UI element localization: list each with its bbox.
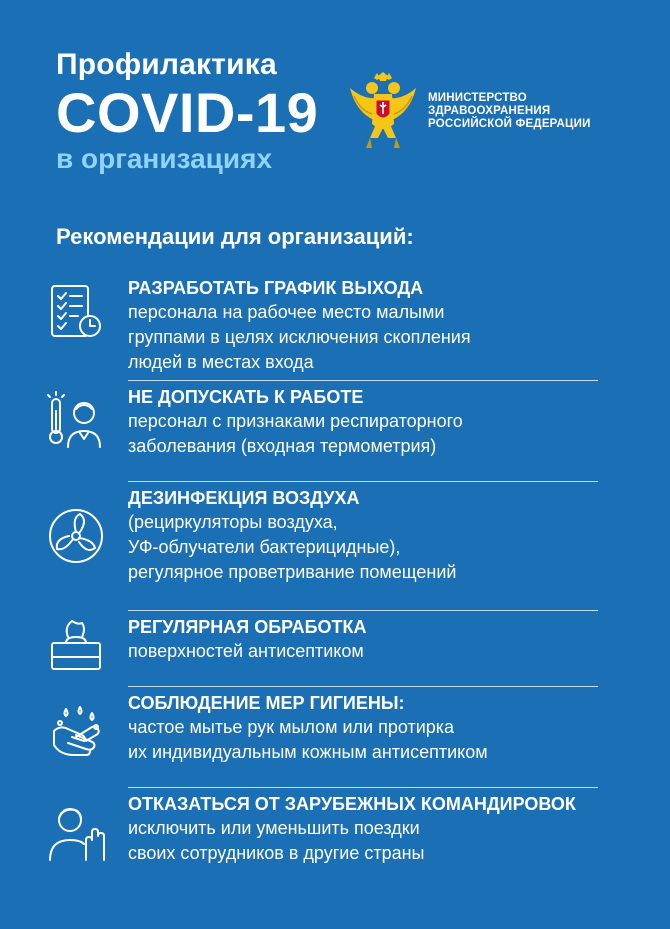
stop-hand-person-icon [46,788,128,888]
item-desc-line: персонала на рабочее место малыми [128,302,445,322]
item-desc-line: исключить или уменьшить поездки [128,818,420,838]
ministry-name [428,92,591,131]
title-line-2: COVID-19 [56,81,319,144]
checklist-clock-icon [46,272,128,380]
hand-washing-icon [46,687,128,787]
list-item [46,482,598,610]
page-title [56,46,318,176]
item-title: РЕГУЛЯРНАЯ ОБРАБОТКА [128,617,367,637]
thermometer-person-icon [46,381,128,481]
item-desc-line: УФ-облучатели бактерицидные), [128,537,401,557]
title-line-1: Профилактика [56,48,277,81]
item-desc-line: людей в местах входа [128,352,314,372]
item-desc-line: поверхностей антисептиком [128,641,364,661]
item-title: НЕ ДОПУСКАТЬ К РАБОТЕ [128,387,364,407]
item-description [128,510,598,585]
item-desc-line: (рециркуляторы воздуха, [128,512,338,532]
item-desc-line: персонал с признаками респираторного [128,411,463,431]
item-description [128,816,598,866]
list-item [46,611,598,686]
item-title: РАЗРАБОТАТЬ ГРАФИК ВЫХОДА [128,278,424,298]
emblem-icon [348,72,418,150]
item-desc-line: их индивидуальным кожным антисептиком [128,742,488,762]
item-title: ДЕЗИНФЕКЦИЯ ВОЗДУХА [128,488,360,508]
item-desc-line: группами в целях исключения скопления [128,327,471,347]
title-line-3: в организациях [56,143,273,174]
tissue-box-icon [46,611,128,686]
item-desc-line: частое мытье рук мылом или протирка [128,717,455,737]
ministry-line-3: РОССИЙСКОЙ ФЕДЕРАЦИИ [428,117,591,130]
item-desc-line: регулярное проветривание помещений [128,562,457,582]
item-desc-line: своих сотрудников в другие страны [128,843,425,863]
recommendations-list [46,272,598,888]
item-desc-line: заболевания (входная термометрия) [128,436,437,456]
fan-icon [46,482,128,610]
ministry-logo [348,72,591,150]
item-description [128,715,598,765]
list-item [46,381,598,481]
ministry-line-1: МИНИСТЕРСТВО [428,91,527,104]
item-description [128,409,598,459]
ministry-line-2: ЗДРАВООХРАНЕНИЯ [428,104,551,117]
item-title: ОТКАЗАТЬСЯ ОТ ЗАРУБЕЖНЫХ КОМАНДИРОВОК [128,794,576,814]
section-heading: Рекомендации для организаций: [56,224,414,249]
item-description [128,639,598,664]
list-item [46,788,598,888]
list-item [46,272,598,380]
item-title: СОБЛЮДЕНИЕ МЕР ГИГИЕНЫ: [128,693,405,713]
list-item [46,687,598,787]
item-description [128,300,598,375]
